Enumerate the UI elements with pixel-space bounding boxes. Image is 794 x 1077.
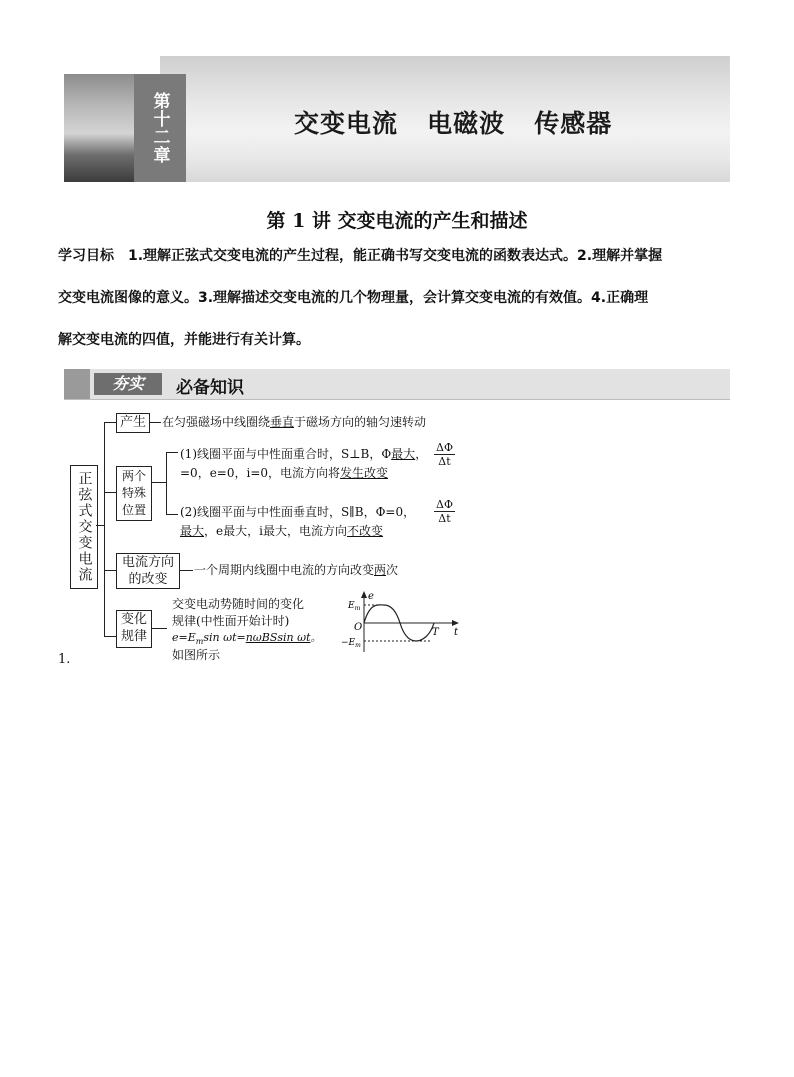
chapter-title: 交变电流 电磁波 传感器 bbox=[294, 109, 613, 138]
sine-wave-graph bbox=[340, 590, 465, 654]
branch-special-positions-label: 两个特殊位置 bbox=[116, 466, 152, 521]
connector bbox=[104, 492, 116, 493]
variation-law-line-4: 如图所示 bbox=[172, 648, 221, 662]
y-axis-label: e bbox=[368, 591, 374, 602]
banner-landscape-image bbox=[64, 74, 134, 182]
flux-rate-fraction: $\frac{\Delta\Phi}{\Delta t}$ bbox=[436, 441, 453, 468]
period-label: T bbox=[432, 627, 439, 638]
branch-direction-change-label: 电流方向的改变 bbox=[116, 553, 180, 589]
objectives-line-3: 解交变电流的四值，并能进行有关计算。 bbox=[58, 332, 310, 348]
variation-law-formula: $e=E_m\sin$ ωt=nωBSsin ωt。 bbox=[172, 631, 322, 647]
connector bbox=[104, 422, 105, 636]
connector bbox=[152, 482, 166, 483]
em-bottom-label: $-E_m$ bbox=[341, 638, 361, 649]
case-1-line-2: =0，e=0，i=0，电流方向将发生改变 bbox=[180, 466, 389, 480]
flux-rate-fraction: $\frac{\Delta\Phi}{\Delta t}$ bbox=[436, 498, 453, 525]
connector bbox=[166, 452, 178, 453]
case-1-line-1: (1)线圈平面与中性面重合时，S⊥B，Φ最大， bbox=[180, 447, 428, 461]
branch-generation-text: 在匀强磁场中线圈绕垂直于磁场方向的轴匀速转动 bbox=[162, 415, 427, 429]
x-axis-label: t bbox=[454, 627, 459, 638]
variation-law-line-1: 交变电动势随时间的变化 bbox=[172, 597, 305, 611]
objectives-text-1: 1.理解正弦式交变电流的产生过程，能正确书写交变电流的函数表达式。2.理解并掌握 bbox=[128, 248, 663, 264]
section-header-accent bbox=[64, 369, 90, 399]
connector bbox=[96, 525, 104, 526]
connector bbox=[104, 422, 116, 423]
chapter-banner bbox=[64, 56, 730, 182]
case-2-line-2: 最大，e最大，i最大，电流方向不改变 bbox=[180, 524, 383, 538]
connector bbox=[104, 570, 116, 571]
section-header-bar bbox=[64, 369, 730, 400]
objectives-lead: 学习目标 bbox=[58, 248, 114, 264]
objectives-line-1 bbox=[58, 247, 748, 265]
branch-variation-law-label: 变化规律 bbox=[116, 610, 152, 648]
objectives-line-2: 交变电流图像的意义。3.理解描述交变电流的几个物理量，会计算交变电流的有效值。4.正确理 bbox=[58, 290, 649, 306]
section-tag: 夯实 bbox=[94, 373, 162, 395]
connector bbox=[104, 636, 116, 637]
section-title: 必备知识 bbox=[176, 378, 244, 398]
connector bbox=[166, 452, 167, 514]
mindmap-root: 正弦式交变电流 bbox=[70, 465, 98, 589]
variation-law-line-2: 规律(中性面开始计时) bbox=[172, 614, 290, 628]
branch-direction-change-text: 一个周期内线圈中电流的方向改变两次 bbox=[194, 563, 399, 577]
origin-label: O bbox=[354, 622, 363, 633]
item-number: 1. bbox=[58, 652, 71, 667]
lecture-title: 第 1 讲 交变电流的产生和描述 bbox=[266, 210, 528, 232]
em-top-label: $E_m$ bbox=[348, 601, 361, 612]
x-axis-arrow bbox=[452, 620, 459, 626]
branch-generation-label: 产生 bbox=[116, 413, 150, 433]
case-2-line-1: (2)线圈平面与中性面垂直时，S∥B，Φ=0， bbox=[180, 505, 416, 519]
connector bbox=[179, 570, 193, 571]
y-axis-arrow bbox=[361, 591, 367, 598]
chapter-number: 第十二章 bbox=[134, 74, 186, 182]
connector bbox=[166, 514, 178, 515]
connector bbox=[149, 422, 161, 423]
connector bbox=[151, 628, 167, 629]
